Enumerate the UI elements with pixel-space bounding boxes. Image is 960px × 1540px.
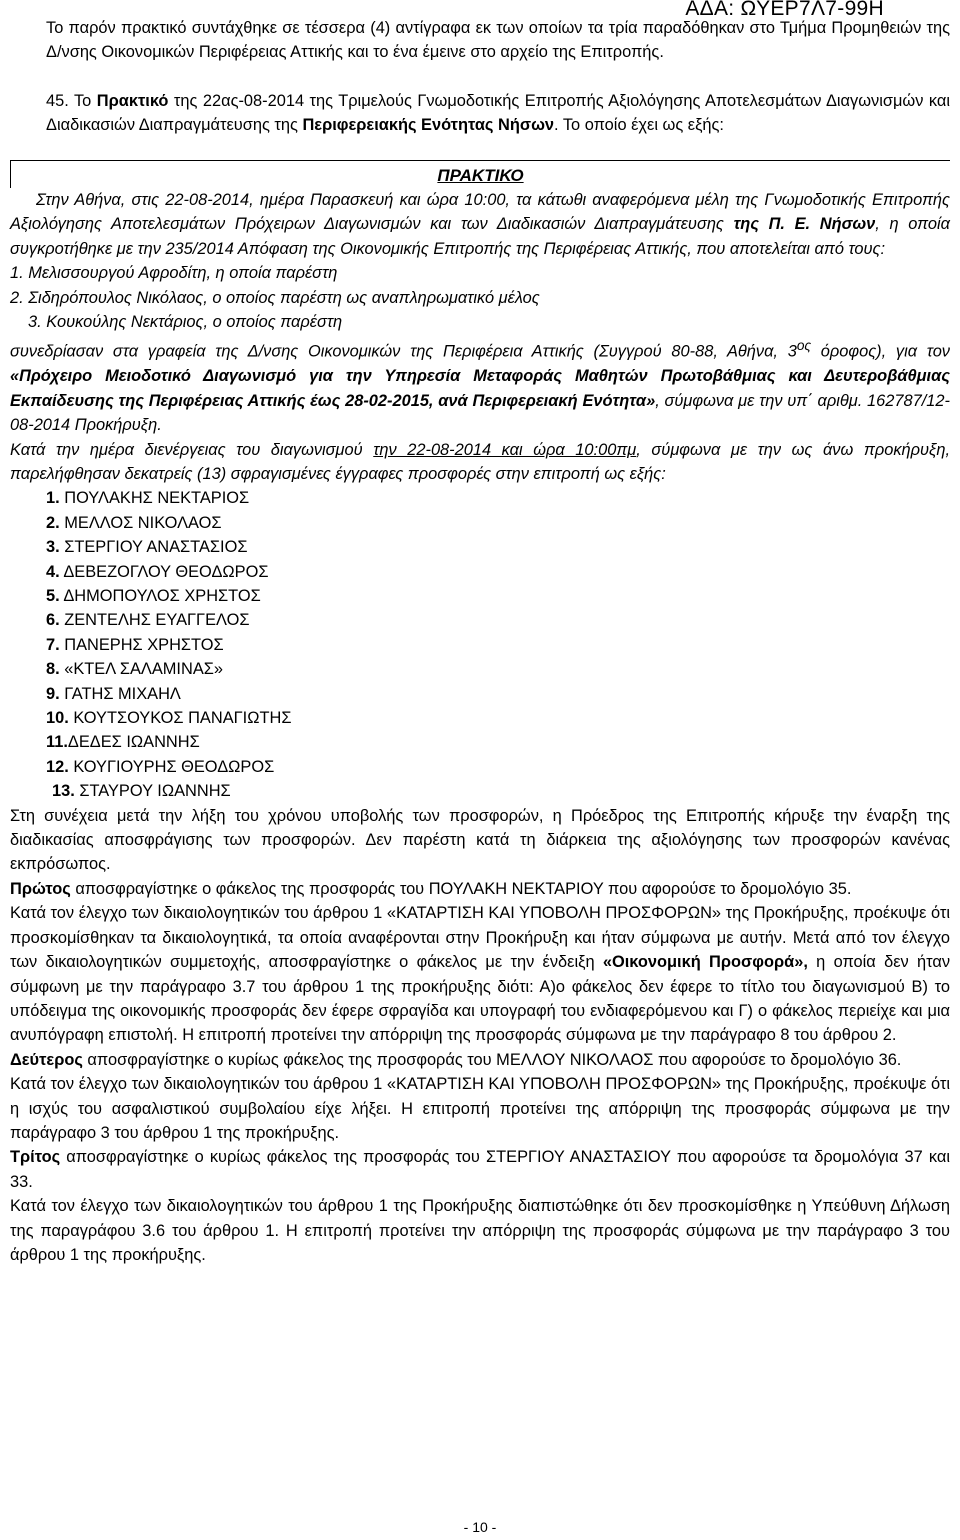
first-envelope [10,877,950,901]
list-item [10,486,950,510]
text: τρία παραδόθηκαν στο Τμήμα Προμηθειών της Δ/νσης Οικονομικών Περιφέρειας Αττικής και το ένα [46,19,951,62]
third-envelope [10,1145,950,1194]
text: συνεδρίασαν στα γραφεία της Δ/νσης Οικονομικών της Περιφέρεια Αττικής (Συγγρού 80-88, Αθήνα, 3 [10,342,797,361]
opening-day-paragraph [10,438,950,487]
list-item [10,511,950,535]
bidder-name: ΚΟΥΤΣΟΥΚΟΣ ΠΑΝΑΓΙΩΤΗΣ [73,709,292,728]
text: , σύμφωνα με την υπ΄ αριθμ. 162787/12-08-2014 Προκήρυξη. [10,391,950,435]
text: Κατά τον έλεγχο των δικαιολογητικών του άρθρου 1 «ΚΑΤΑΡΤΙΣΗ ΚΑΙ ΥΠΟΒΟΛΗ ΠΡΟΣΦΟΡΩΝ» της Προκήρυξης, προέκυψε ότι προσκομίσθηκαν τα δικαιολογητικά, τα οποία αναφέρονται στην Προκήρυξη και ήταν σύμφωνα με αυτήν. Μετά από τον έλεγχο των δικαιολογητικών συμμετοχής, αποσφραγίστηκε ο φάκελος με την ένδειξη [10,904,950,972]
section-45 [10,89,950,138]
item-number: 8. [46,660,60,679]
list-item [10,608,950,632]
text: αποσφραγίστηκε ο φάκελος της προσφοράς του ΠΟΥΛΑΚΗ ΝΕΚΤΑΡΙΟΥ που αφορούσε το δρομολόγιο 35. [70,879,852,898]
paragraph-copies [10,16,950,65]
list-item [10,633,950,657]
text: , η οποία συγκροτήθηκε με την 235/2014 Απόφαση της Οικονομικής Επιτροπής της Περιφέρειας Αττικής, που αποτελείται από τους: [10,215,950,258]
page-number: - 10 - [463,1519,497,1535]
list-item [10,560,950,584]
second-envelope [10,1048,950,1072]
ada-code: ΑΔΑ: ΩΥΕΡ7Λ7-99Η [685,0,884,20]
bold-text: Περιφερειακής Ενότητας Νήσων [302,116,555,135]
text: όροφος), για τον [811,342,951,361]
bidder-name: ΚΟΥΓΙΟΥΡΗΣ ΘΕΟΔΩΡΟΣ [73,757,275,776]
item-number: 6. [46,611,60,630]
text: έμεινε στο αρχείο της Επιτροπής. [422,43,664,62]
check-paragraph-3: Κατά τον έλεγχο των δικαιολογητικών του άρθρου 1 της Προκήρυξης διαπιστώθηκε ότι δεν προσκομίσθηκε η Υπεύθυνη Δήλωση της παραγράφου 3.6 του άρθρου 1. Η επιτροπή προτείνει την απόρριψη της προσφοράς σύμφωνα με την παράγραφο 3 του άρθρου 1 της προκήρυξης. [10,1197,950,1264]
check-paragraph-2: Κατά τον έλεγχο των δικαιολογητικών του άρθρου 1 «ΚΑΤΑΡΤΙΣΗ ΚΑΙ ΥΠΟΒΟΛΗ ΠΡΟΣΦΟΡΩΝ» της Προκήρυξης, προέκυψε ότι η ισχύς του ασφαλιστικού συμβολαίου είχε λήξει. Η επιτροπή προτείνει της απόρριψη της προσφοράς σύμφωνα με την παράγραφο 3 του άρθρου 1 της προκήρυξης. [10,1075,950,1142]
list-item [10,730,950,754]
text: , σύμφωνα με την ως άνω προκήρυξη, παρελήφθησαν δεκατρείς (13) σφραγισμένες έγγραφες προσφορές στην επιτροπή ως εξής: [10,440,950,483]
document-body [10,16,950,1267]
bidder-name: ΔΕΔΕΣ ΙΩΑΝΝΗΣ [67,733,200,752]
list-item [10,657,950,681]
member-1: 1. Μελισσουργού Αφροδίτη, η οποία παρέστη [10,264,338,283]
continuation-paragraph: Στη συνέχεια μετά την λήξη του χρόνου υποβολής των προσφορών, η Πρόεδρος της Επιτροπής κήρυξε την έναρξη της διαδικασίας αποσφράγισης των προσφορών. Δεν παρέστη κατά τη διάρκεια της αξιολόγησης των προσφορών κανένας εκπρόσωπος. [10,806,950,874]
session-paragraph [10,334,950,437]
bold-text: Πρώτος [10,879,71,898]
item-number: 2. [46,513,60,532]
list-item [10,535,950,559]
bidder-name: ΖΕΝΤΕΛΗΣ ΕΥΑΓΓΕΛΟΣ [64,611,250,630]
intro-paragraph [10,188,950,261]
underlined-text: την 22-08-2014 και ώρα 10:00πμ [373,440,637,459]
minutes-heading: ΠΡΑΚΤΙΚΟ [10,160,950,188]
tender-title: «Πρόχειρο Μειοδοτικό Διαγωνισμό για την Υπηρεσία Μεταφοράς Μαθητών Πρωτοβάθμιας και Δευτεροβάθμιας Εκπαίδευσης της Περιφέρειας Αττικής έως 28-02-2015, ανά Περιφερειακή Ενότητα» [10,367,950,410]
bold-text: Πρακτικό [96,91,169,110]
text: της 22ας-08-2014 της Τριμελούς Γνωμοδοτικής Επιτροπής Αξιολόγησης Αποτελεσμάτων Διαγωνισμών και Διαδικασιών Διαπραγμάτευσης της [46,91,950,135]
item-number: 10. [46,709,69,728]
item-number: 3. [46,538,60,557]
bold-text: της Π. Ε. Νήσων [733,215,876,234]
bidder-name: «ΚΤΕΛ ΣΑΛΑΜΙΝΑΣ» [64,660,223,679]
text: Το παρόν πρακτικό συντάχθηκε σε τέσσερα (4) αντίγραφα εκ των οποίων τα [46,19,604,37]
list-item [10,779,950,803]
bold-text: Δεύτερος [10,1050,83,1069]
item-number: 5. [46,587,60,605]
bidder-name: ΣΤΕΡΓΙΟΥ ΑΝΑΣΤΑΣΙΟΣ [64,538,248,557]
bidder-name: ΔΗΜΟΠΟΥΛΟΣ ΧΡΗΣΤΟΣ [63,587,261,605]
text: . Το οποίο έχει ως εξής: [554,116,724,135]
member-2: 2. Σιδηρόπουλος Νικόλαος, ο οποίος παρέστη ως αναπληρωματικό μέλος [10,288,540,307]
text: η οποία δεν ήταν σύμφωνη με την παράγραφο 3.7 του άρθρου 1 της προκήρυξης διότι: Α)ο φάκελος δεν έφερε το τίτλο του διαγωνισμού Β) το υπόδειγμα της οικονομικής προσφοράς δεν έφερε σφραγίδα και υπογραφή του ενδιαφερόμενου και Γ) ο φάκελος περιείχε και μια ανυπόγραφη επιστολή. Η επιτροπή προτείνει την απόρριψη της προσφοράς σύμφωνα με την παράγραφο 8 του άρθρου 2. [10,953,951,1045]
item-number: 9. [46,684,60,703]
bidder-list [10,486,950,803]
bidder-name: ΔΕΒΕΖΟΓΛΟΥ ΘΕΟΔΩΡΟΣ [63,562,269,581]
section-number: 45. Το [46,91,97,110]
check-paragraph-1 [10,901,950,1047]
text: αποσφραγίστηκε ο κυρίως φάκελος της προσφοράς του ΣΤΕΡΓΙΟΥ ΑΝΑΣΤΑΣΙΟΥ που αφορούσε τα δρομολόγια 37 και 33. [10,1148,950,1191]
bidder-name: ΠΟΥΛΑΚΗΣ ΝΕΚΤΑΡΙΟΣ [64,489,250,508]
superscript: ος [796,338,812,354]
item-number: 12. [46,757,69,776]
bold-text: «Οικονομική Προσφορά», [602,953,808,972]
list-item [10,682,950,706]
item-number: 4. [46,562,60,581]
member-3: 3. Κουκούλης Νεκτάριος, ο οποίος παρέστη [28,313,343,332]
list-item [10,755,950,779]
bidder-name: ΓΑΤΗΣ ΜΙΧΑΗΛ [64,684,181,703]
bold-text: Τρίτος [10,1148,61,1167]
list-item [10,706,950,730]
item-number: 1. [46,489,60,508]
bidder-name: ΣΤΑΥΡΟΥ ΙΩΑΝΝΗΣ [79,782,231,801]
bidder-name: ΠΑΝΕΡΗΣ ΧΡΗΣΤΟΣ [64,635,224,654]
text: αποσφραγίστηκε ο κυρίως φάκελος της προσφοράς του ΜΕΛΛΟΥ ΝΙΚΟΛΑΟΣ που αφορούσε το δρομολόγιο 36. [82,1050,902,1069]
item-number: 13. [52,782,75,801]
item-number: 11. [46,733,68,752]
list-item [10,584,950,608]
text: Κατά την ημέρα διενέργειας του διαγωνισμού [10,440,374,459]
text: Στην Αθήνα, στις 22-08-2014, ημέρα Παρασκευή και ώρα 10:00, τα κάτωθι αναφερόμενα μέλη της Γνωμοδοτικής Επιτροπής Αξιολόγησης Αποτελεσμάτων Πρόχειρων Διαγωνισμών και των Διαδικασιών Διαπραγμάτευσης [10,191,950,234]
bidder-name: ΜΕΛΛΟΣ ΝΙΚΟΛΑΟΣ [64,513,222,532]
item-number: 7. [46,635,60,654]
